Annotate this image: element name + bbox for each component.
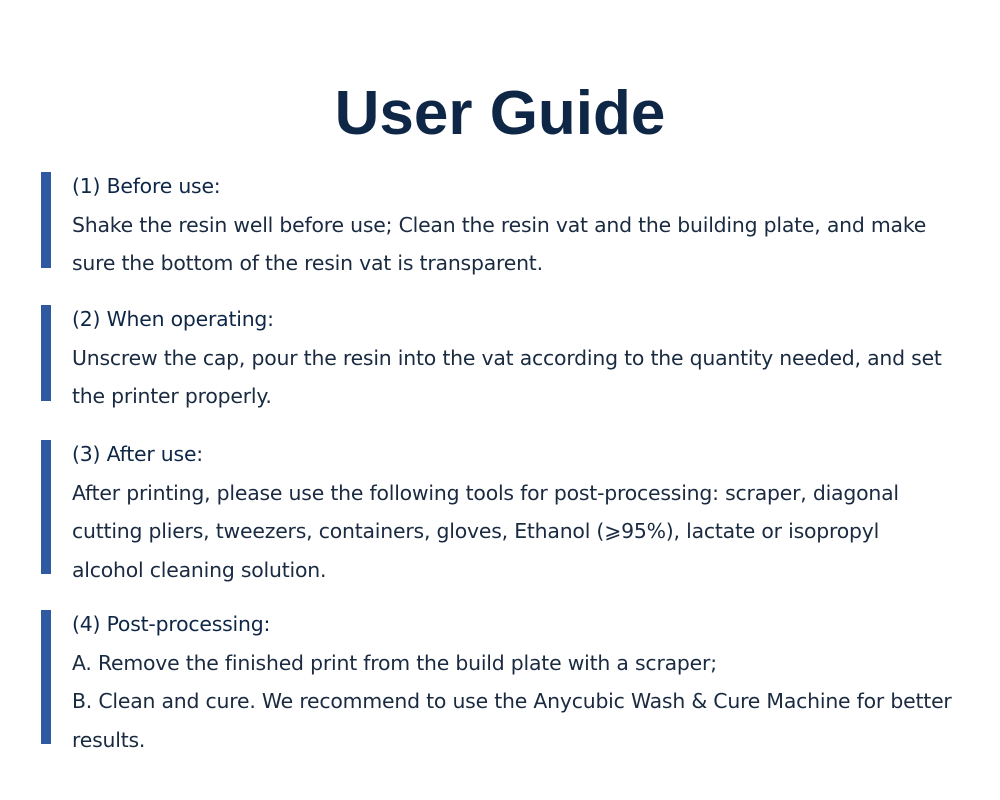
section-text-line: A. Remove the finished print from the build plate with a scraper;	[72, 650, 717, 675]
section-content	[72, 167, 967, 283]
section-text-line: B. Clean and cure. We recommend to use the Anycubic Wash & Cure Machine for better	[72, 689, 952, 713]
section-text-line: results.	[72, 727, 146, 752]
section-content	[72, 435, 967, 589]
section-when-operating	[41, 305, 966, 408]
section-text-line: alcohol cleaning solution.	[72, 557, 327, 582]
section-accent-bar	[41, 172, 51, 268]
section-accent-bar	[41, 305, 51, 401]
section-content	[72, 605, 967, 759]
section-text-line: the printer properly.	[72, 384, 272, 408]
section-before-use	[41, 172, 966, 275]
page-title: User Guide	[334, 79, 666, 148]
section-content	[72, 300, 967, 416]
section-text-line: Shake the resin well before use; Clean the resin vat and the building plate, and make	[72, 212, 927, 237]
section-after-use	[41, 440, 966, 582]
section-heading: (4) Post-processing:	[72, 612, 271, 636]
section-accent-bar	[41, 440, 51, 574]
section-text-line: cutting pliers, tweezers, containers, gloves, Ethanol (⩾95%), lactate or isopropyl	[72, 519, 880, 543]
section-heading: (1) Before use:	[72, 174, 221, 198]
section-post-processing	[41, 610, 966, 752]
section-text-line: After printing, please use the following tools for post-processing: scraper, diagonal	[72, 480, 899, 505]
section-accent-bar	[41, 610, 51, 744]
section-heading: (3) After use:	[72, 442, 203, 466]
section-heading: (2) When operating:	[72, 307, 274, 331]
section-text-line: Unscrew the cap, pour the resin into the vat according to the quantity needed, and set	[72, 345, 942, 370]
section-text-line: sure the bottom of the resin vat is transparent.	[72, 251, 543, 275]
